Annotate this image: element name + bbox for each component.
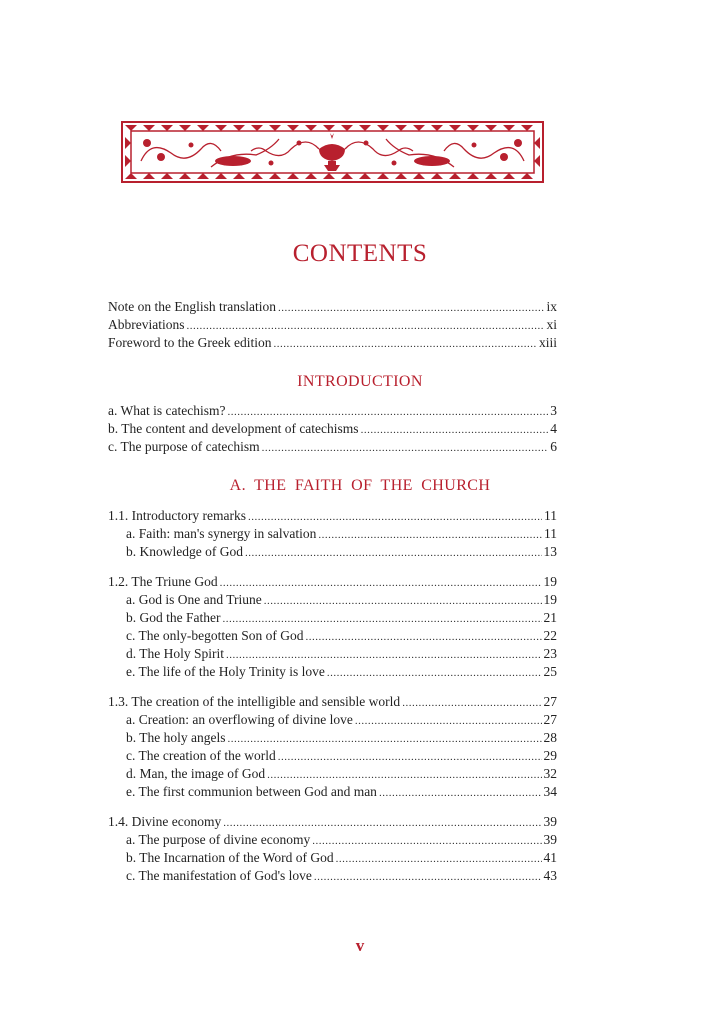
dot-leader bbox=[262, 438, 549, 457]
toc-section[interactable]: a. Faith: man's synergy in salvation ..... 11 bbox=[108, 525, 557, 543]
part-a-heading: A. THE FAITH OF THE CHURCH bbox=[229, 477, 491, 494]
part-a-list bbox=[108, 507, 557, 897]
chapter-group bbox=[108, 507, 557, 561]
dot-leader bbox=[318, 525, 542, 544]
dot-leader bbox=[273, 334, 537, 353]
decorative-peacock-banner bbox=[121, 121, 544, 183]
introduction-list bbox=[108, 402, 557, 456]
toc-chapter[interactable]: 1.4. Divine economy ..... 39 bbox=[108, 813, 557, 831]
dot-leader bbox=[312, 831, 541, 850]
dot-leader bbox=[278, 298, 545, 317]
dot-leader bbox=[227, 729, 541, 748]
toc-section[interactable]: a. God is One and Triune ..... 19 bbox=[108, 591, 557, 609]
dot-leader bbox=[267, 765, 541, 784]
introduction-heading: INTRODUCTION bbox=[297, 373, 423, 390]
toc-chapter[interactable]: 1.2. The Triune God ..... 19 bbox=[108, 573, 557, 591]
front-matter-list bbox=[108, 298, 557, 352]
toc-entry[interactable]: Note on the English translation ..... ix bbox=[108, 298, 557, 316]
dot-leader bbox=[314, 867, 542, 886]
chapter-group bbox=[108, 693, 557, 801]
toc-chapter[interactable]: 1.1. Introductory remarks ..... 11 bbox=[108, 507, 557, 525]
page-title: CONTENTS bbox=[292, 240, 428, 267]
toc-section[interactable]: c. The creation of the world ..... 29 bbox=[108, 747, 557, 765]
dot-leader bbox=[264, 591, 542, 610]
dot-leader bbox=[327, 663, 542, 682]
dot-leader bbox=[305, 627, 541, 646]
toc-entry[interactable]: Foreword to the Greek edition ..... xiii bbox=[108, 334, 557, 352]
dot-leader bbox=[248, 507, 542, 526]
toc-entry[interactable]: Abbreviations ..... xi bbox=[108, 316, 557, 334]
toc-section[interactable]: c. The only-begotten Son of God ..... 22 bbox=[108, 627, 557, 645]
toc-section[interactable]: b. God the Father ..... 21 bbox=[108, 609, 557, 627]
toc-section[interactable]: d. Man, the image of God ..... 32 bbox=[108, 765, 557, 783]
toc-section[interactable]: e. The life of the Holy Trinity is love ..... 25 bbox=[108, 663, 557, 681]
toc-section[interactable]: a. The purpose of divine economy ..... 39 bbox=[108, 831, 557, 849]
dot-leader bbox=[361, 420, 549, 439]
toc-entry[interactable]: a. What is catechism? ..... 3 bbox=[108, 402, 557, 420]
chapter-group bbox=[108, 573, 557, 681]
dot-leader bbox=[278, 747, 542, 766]
dot-leader bbox=[187, 316, 545, 335]
toc-entry[interactable]: b. The content and development of catechisms ..... 4 bbox=[108, 420, 557, 438]
toc-chapter[interactable]: 1.3. The creation of the intelligible and sensible world ..... 27 bbox=[108, 693, 557, 711]
dot-leader bbox=[379, 783, 542, 802]
toc-entry[interactable]: c. The purpose of catechism ..... 6 bbox=[108, 438, 557, 456]
dot-leader bbox=[223, 813, 541, 832]
toc-section[interactable]: b. The Incarnation of the Word of God ..... 41 bbox=[108, 849, 557, 867]
dot-leader bbox=[226, 645, 541, 664]
dot-leader bbox=[227, 402, 548, 421]
page-number: v bbox=[355, 936, 365, 955]
dot-leader bbox=[220, 573, 542, 592]
dot-leader bbox=[355, 711, 542, 730]
dot-leader bbox=[245, 543, 542, 562]
toc-section[interactable]: b. Knowledge of God ..... 13 bbox=[108, 543, 557, 561]
toc-section[interactable]: d. The Holy Spirit ..... 23 bbox=[108, 645, 557, 663]
dot-leader bbox=[402, 693, 541, 712]
toc-section[interactable]: e. The first communion between God and man ..... 34 bbox=[108, 783, 557, 801]
toc-section[interactable]: a. Creation: an overflowing of divine love ..... 27 bbox=[108, 711, 557, 729]
dot-leader bbox=[336, 849, 542, 868]
chapter-group bbox=[108, 813, 557, 885]
toc-section[interactable]: c. The manifestation of God's love ..... 43 bbox=[108, 867, 557, 885]
dot-leader bbox=[222, 609, 541, 628]
toc-section[interactable]: b. The holy angels ..... 28 bbox=[108, 729, 557, 747]
